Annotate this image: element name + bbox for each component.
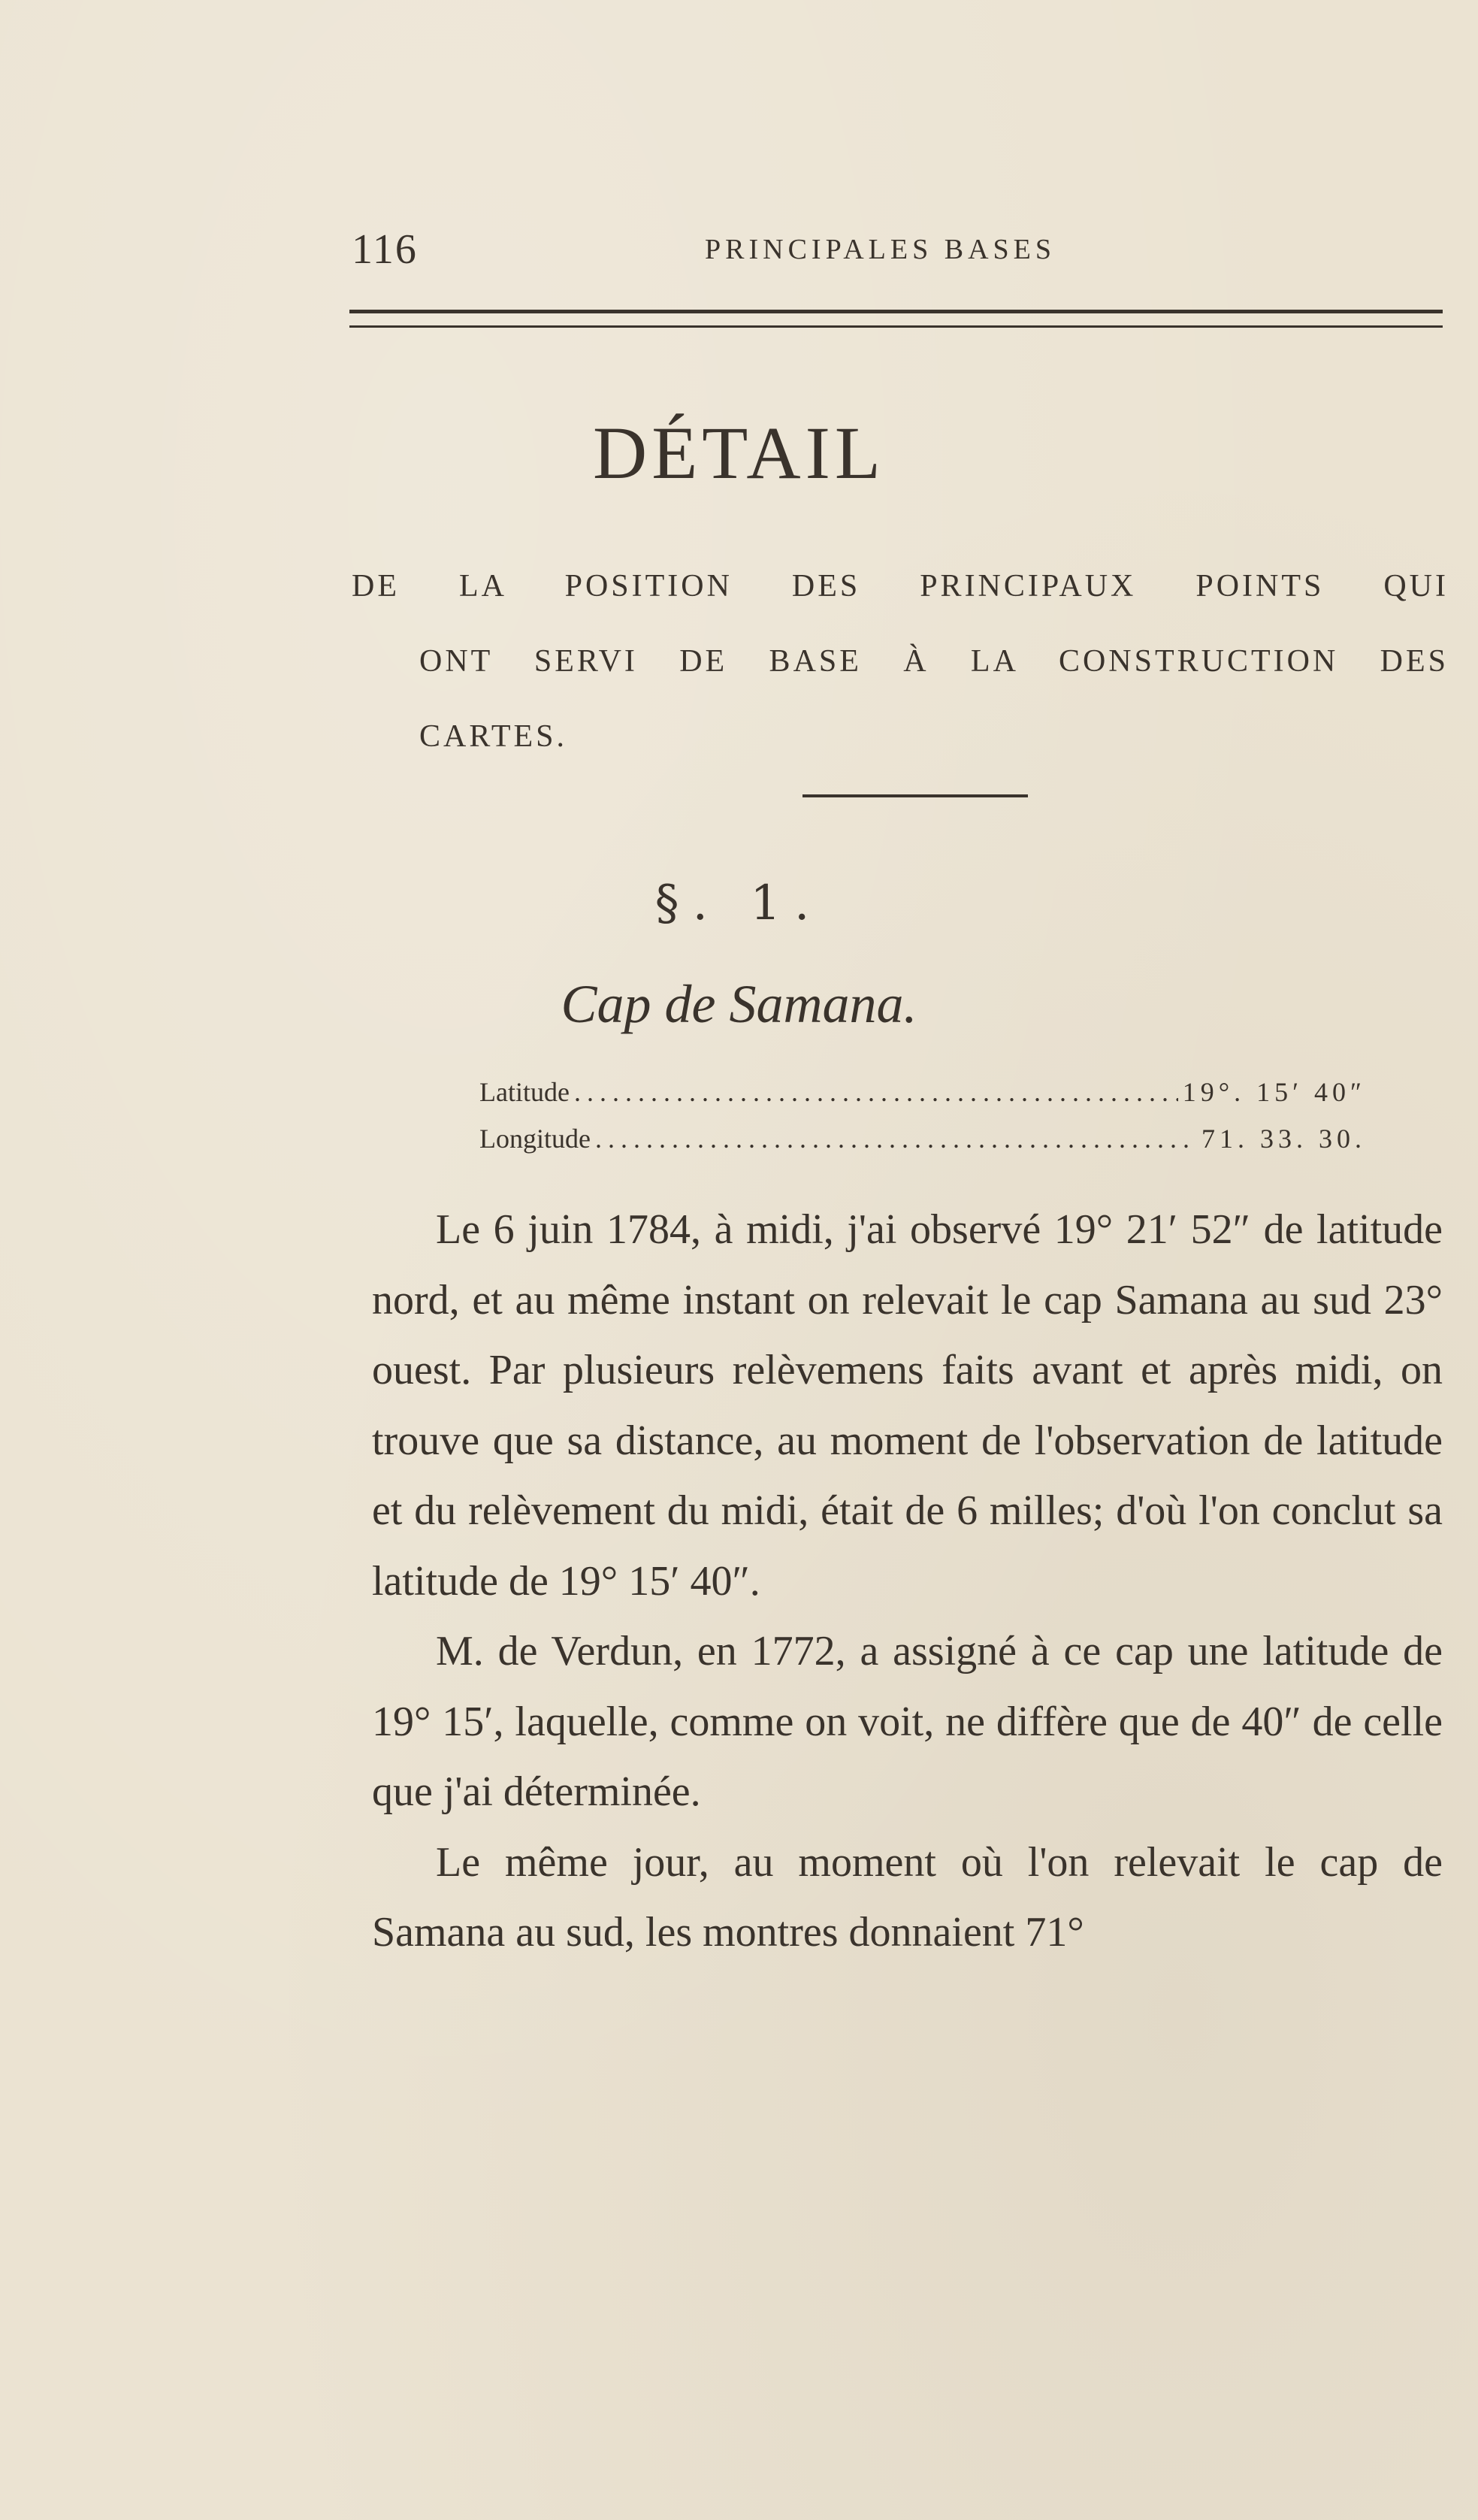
coordinate-row-longitude [479, 1123, 1366, 1169]
coordinate-value: 19°. 15′ 40″ [1182, 1077, 1366, 1107]
coordinate-label: Longitude [479, 1124, 591, 1154]
paragraph: Le 6 juin 1784, à midi, j'ai observé 19° 21′ 52″ de latitude nord, et au même instant on relevait le cap Samana au sud 23° ouest. Par plusieurs relèvemens faits avant et après midi, on trouve que sa distance, au moment de l'observation de latitude et du relèvement du midi, était de 6 milles; d'où l'on conclut sa latitude de 19° 15′ 40″. [372, 1206, 1443, 1605]
subtitle-line-2: ONT SERVI DE BASE À LA CONSTRUCTION DES [419, 644, 1449, 679]
running-head: PRINCIPALES BASES [705, 234, 1056, 265]
section-number: §. 1. [654, 876, 824, 931]
coordinate-value: 71. 33. 30. [1201, 1124, 1366, 1154]
page-title: DÉTAIL [593, 411, 885, 495]
paragraph: M. de Verdun, en 1772, a assigné à ce cap une latitude de 19° 15′, laquelle, comme on voit, ne diffère que de 40″ de celle que j'ai déterminée. [372, 1628, 1443, 1815]
coordinates-table [479, 1076, 1366, 1169]
page-subtitle [352, 549, 1449, 774]
coordinate-label: Latitude [479, 1077, 570, 1107]
body-text [372, 1195, 1443, 1968]
subtitle-line-1: DE LA POSITION DES PRINCIPAUX POINTS QUI [352, 569, 1449, 604]
dot-leader [595, 1123, 1197, 1154]
coordinate-row-latitude [479, 1076, 1366, 1123]
page-number: 116 [352, 226, 418, 273]
section-divider [802, 794, 1028, 797]
section-heading: Cap de Samana. [561, 974, 917, 1034]
dot-leader [574, 1076, 1178, 1108]
subtitle-line-3: CARTES. [419, 719, 568, 754]
header-double-rule [349, 310, 1443, 328]
page-header [352, 225, 1441, 293]
paragraph: Le même jour, au moment où l'on relevait le cap de Samana au sud, les montres donnaient 71° [372, 1838, 1443, 1956]
